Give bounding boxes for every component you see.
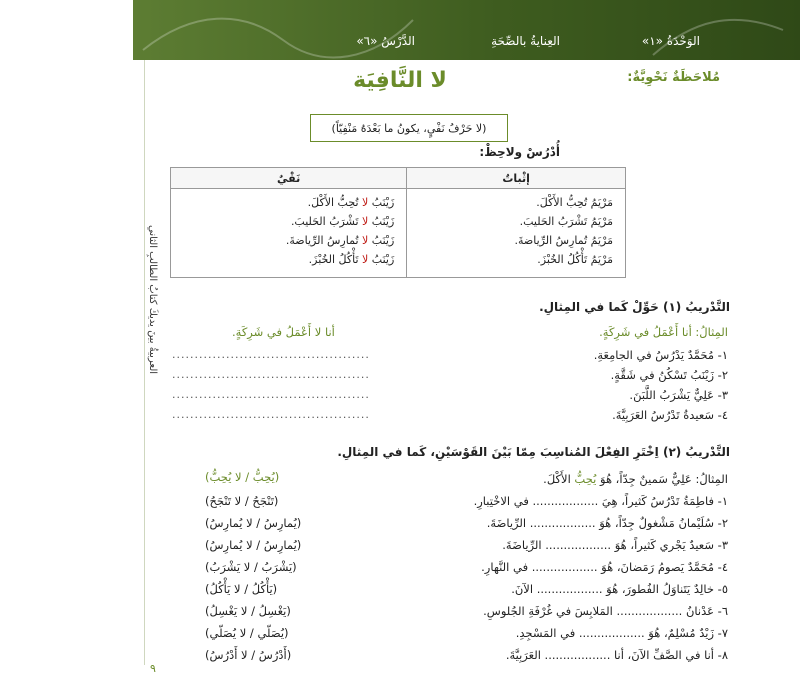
ex2-choice: (يُصَلّي / لا يُصَلّي) [205,626,289,640]
ex2-example: المِثالُ: عَلِيٌّ سَمينٌ جِدّاً، هُوَ يُحِبُّ الأَكْلَ. [543,472,728,486]
ex2-choice: (يَشْرَبُ / لا يَشْرَبُ) [205,560,297,574]
decorative-swirl-icon [133,0,800,60]
ex2-item: ٦- عَدْنانُ .................. المَلابِسَ في غُرْفَةِ الجُلوسِ. [483,604,728,618]
rule-text: (لا حَرْفُ نَفْيٍ، يكونُ ما بَعْدَهُ مَنْفِيّاً) [331,121,487,135]
book-side-label: العربيةُ بينَ يديكَ كتابُ الطالبِ الثاني [147,225,158,375]
ex2-choice: (تَنْجَحُ / لا تَنْجَحُ) [205,494,279,508]
lesson-title: لا النَّافِيَة [353,68,447,93]
ex2-choice: (يُمارِسُ / لا يُمارِسُ) [205,538,302,552]
pos-row: مَرْيَمُ تَشْرَبُ الحَليبَ. [519,215,613,228]
ex1-item: ١- مُحَمَّدٌ يَدْرُسُ في الجامِعَةِ. [593,348,728,362]
neg-row: زَيْنَبُ لا تَأْكُلُ الخُبْزَ. [308,253,395,266]
exercise-2-title: التَّدْريبُ (٢) اِخْتَرِ الفِعْلَ المُناسِبَ مِمّا بَيْنَ القَوْسَيْنِ، كَما في المِثالِ. [337,445,730,459]
neg-row: زَيْنَبُ لا تَشْرَبُ الحَليبَ. [290,215,395,228]
neg-row: زَيْنَبُ لا تُمارِسُ الرِّياضةَ. [285,234,395,247]
pos-cell [407,189,626,272]
ex2-item: ٣- سَعيدٌ يَجْري كَثيراً، هُوَ .................. الرِّياضَةَ. [502,538,728,552]
pos-row: مَرْيَمُ تَأْكُلُ الخُبْزَ. [537,253,613,266]
header-lesson: الدَّرْسُ «٦» [356,34,415,48]
ex1-item: ٤- سَعيدةُ تَدْرُسُ العَرَبِيَّةَ. [612,408,728,422]
ex1-example-answer: أنا لا أَعْمَلُ في شَرِكَةٍ. [232,325,335,339]
ex2-item: ٧- زَيْدٌ مُسْلِمٌ، هُوَ .................. في المَسْجِدِ. [515,626,728,640]
page-number: ٩ [150,662,156,675]
ex1-answer-blank[interactable]: ............................................ [172,368,370,381]
ex2-item: ٤- مُحَمَّدٌ يَصومُ رَمَضانَ، هُوَ .................. في النَّهارِ. [481,560,728,574]
ex2-choice: (يَغْسِلُ / لا يَغْسِلُ) [205,604,291,618]
ex2-item: ٥- خالِدٌ يَتَناوَلُ الفُطورَ، هُوَ .................. الآنَ. [511,582,728,596]
header-topic: العِنايةُ بالصِّحَةِ [491,34,560,48]
ex1-example: المِثالُ: أنا أَعْمَلُ في شَرِكَةٍ. [599,325,728,339]
ex2-item: ٨- أنا في الصَّفِّ الآنَ، أنا .................. العَرَبِيَّةَ. [505,648,728,662]
ex2-choice: (يَأْكُلُ / لا يَأْكُلُ) [205,582,278,596]
ex1-item: ٢- زَيْنَبُ تَسْكُنُ في شَقَّةٍ. [610,368,728,382]
ex2-item: ١- فاطِمَةُ تَدْرُسُ كَثيراً، هِيَ .................. في الاخْتِبارِ. [473,494,728,508]
ex2-choice: (يُمارِسُ / لا يُمارِسُ) [205,516,302,530]
pos-row: مَرْيَمُ تُحِبُّ الأَكْلَ. [536,196,613,209]
ex2-choice: (أَدْرُسُ / لا أَدْرُسُ) [205,648,292,662]
table-header-negative: نَفْيٌ [171,168,407,189]
ex1-answer-blank[interactable]: ............................................ [172,408,370,421]
neg-cell [171,189,407,272]
ex1-answer-blank[interactable]: ............................................ [172,388,370,401]
ex2-item: ٢- سُلَيْمانُ مَشْغولٌ جِدّاً، هُوَ .................. الرِّياضَةَ. [486,516,728,530]
neg-row: زَيْنَبُ لا تُحِبُّ الأَكْلَ. [307,196,395,209]
header-unit: الوَحْدَةُ «١» [641,34,700,48]
ex1-answer-blank[interactable]: ............................................ [172,348,370,361]
comparison-table [170,167,626,278]
grammar-note-label: مُلاحَظَةٌ نَحْوِيَّةٌ: [627,70,720,85]
rule-box [310,114,508,142]
pos-row: مَرْيَمُ تُمارِسُ الرِّياضةَ. [514,234,613,247]
ex2-example-choice: (يُحِبُّ / لا يُحِبُّ) [205,470,280,484]
ex1-item: ٣- عَلِيٌّ يَشْرَبُ اللَّبَنَ. [629,388,728,402]
exercise-1-title: التَّدْريبُ (١) حَوِّلْ كَما في المِثالِ. [539,300,730,314]
page-header [133,0,800,60]
study-label: أُدْرُسْ ولاحِظْ: [479,145,560,159]
table-header-positive: إثْباتٌ [407,168,626,189]
